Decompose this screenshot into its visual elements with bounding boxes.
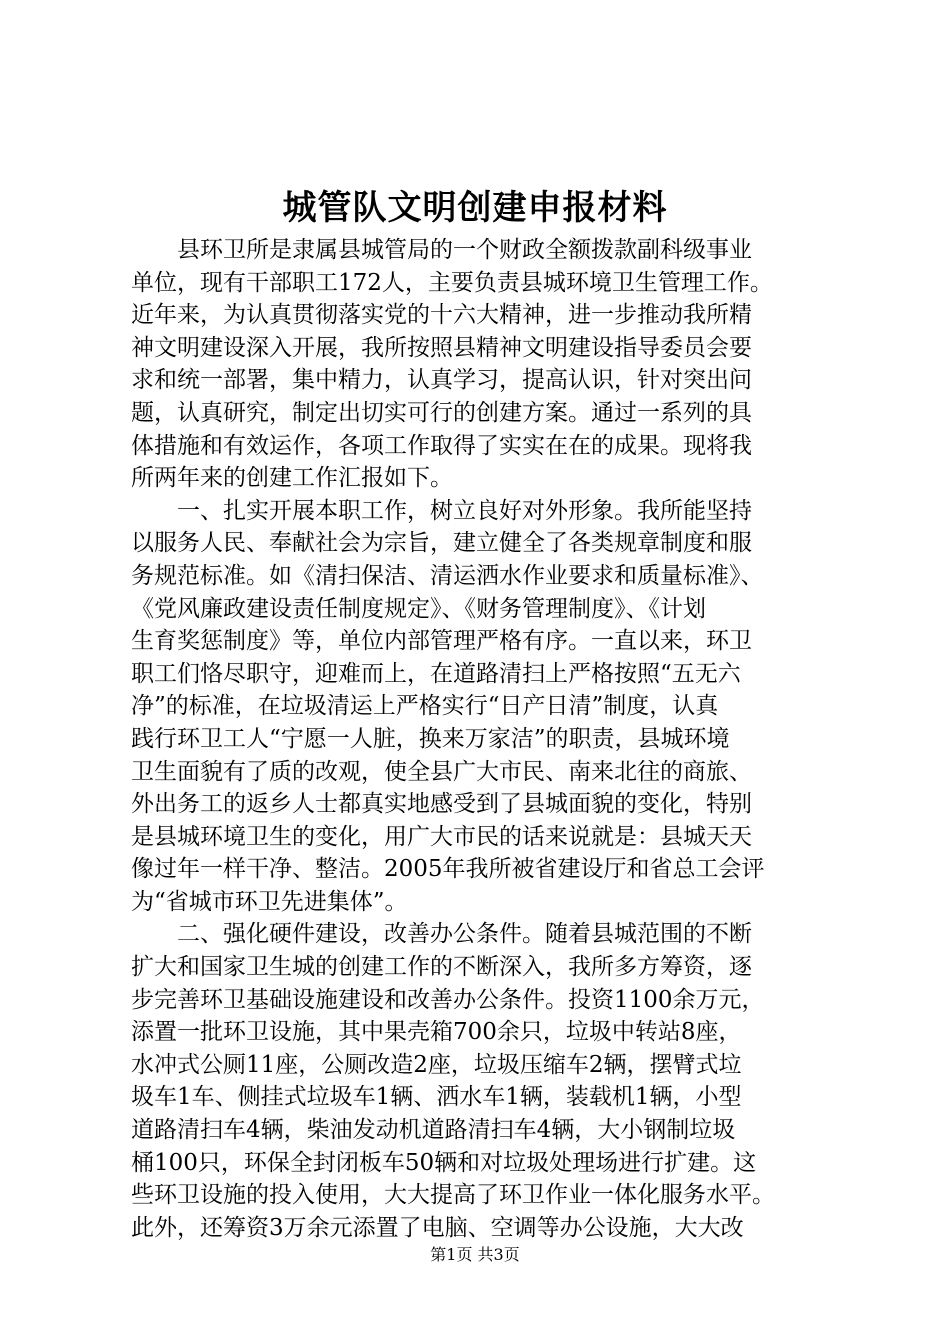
- body-line: 务规范标准。如《清扫保洁、清运洒水作业要求和质量标准》、: [131, 562, 764, 589]
- body-line: 步完善环卫基础设施建设和改善办公条件。投资1100余万元，: [131, 986, 765, 1013]
- body-line: 像过年一样干净、整洁。2005年我所被省建设厅和省总工会评: [131, 856, 765, 883]
- body-line: 职工们恪尽职守，迎难而上，在道路清扫上严格按照“五无六: [131, 660, 741, 687]
- body-line: 卫生面貌有了质的改观，使全县广大市民、南来北往的商旅、: [131, 758, 752, 785]
- body-line: 二、强化硬件建设，改善办公条件。随着县城范围的不断: [131, 921, 752, 948]
- body-line: 县环卫所是隶属县城管局的一个财政全额拨款副科级事业: [131, 237, 752, 263]
- body-line: 是县城环境卫生的变化，用广大市民的话来说就是：县城天天: [131, 823, 752, 850]
- document-title: 城管队文明创建申报材料: [282, 188, 668, 228]
- body-line: 桶100只，环保全封闭板车50辆和对垃圾处理场进行扩建。这: [131, 1149, 757, 1176]
- body-line: 生育奖惩制度》等，单位内部管理严格有序。一直以来，环卫: [131, 628, 752, 655]
- body-line: 单位，现有干部职工172人，主要负责县城环境卫生管理工作。: [131, 269, 773, 296]
- body-line: 题，认真研究，制定出切实可行的创建方案。通过一系列的具: [131, 399, 752, 426]
- body-line: 外出务工的返乡人士都真实地感受到了县城面貌的变化，特别: [131, 791, 752, 818]
- document-body: [131, 234, 851, 1244]
- body-line: 扩大和国家卫生城的创建工作的不断深入，我所多方筹资，逐: [131, 954, 752, 981]
- body-line: 以服务人民、奉献社会为宗旨，建立健全了各类规章制度和服: [131, 530, 752, 557]
- body-line: 《党风廉政建设责任制度规定》、《财务管理制度》、《计划: [131, 595, 706, 622]
- page-number-footer: 第1页 共3页: [430, 1245, 520, 1264]
- body-line: 净”的标准，在垃圾清运上严格实行“日产日清”制度，认真: [131, 693, 719, 720]
- body-line: 添置一批环卫设施，其中果壳箱700余只，垃圾中转站8座，: [131, 1019, 742, 1046]
- body-line: 求和统一部署，集中精力，认真学习，提高认识，针对突出问: [131, 367, 752, 394]
- body-line: 水冲式公厕11座，公厕改造2座，垃圾压缩车2辆，摆臂式垃: [131, 1051, 742, 1078]
- body-line: 所两年来的创建工作汇报如下。: [131, 465, 453, 492]
- body-line: 此外，还筹资3万余元添置了电脑、空调等办公设施，大大改: [131, 1214, 744, 1241]
- body-line: 些环卫设施的投入使用，大大提高了环卫作业一体化服务水平。: [131, 1182, 775, 1209]
- body-line: 近年来，为认真贯彻落实党的十六大精神，进一步推动我所精: [131, 302, 752, 329]
- body-line: 为“省城市环卫先进集体”。: [131, 888, 408, 915]
- body-line: 圾车1车、侧挂式垃圾车1辆、洒水车1辆，装载机1辆，小型: [131, 1084, 742, 1111]
- body-line: 道路清扫车4辆，柴油发动机道路清扫车4辆，大小钢制垃圾: [131, 1117, 736, 1144]
- body-line: 一、扎实开展本职工作，树立良好对外形象。我所能坚持: [131, 497, 752, 524]
- body-line: 体措施和有效运作，各项工作取得了实实在在的成果。现将我: [131, 432, 752, 459]
- body-line: 践行环卫工人“宁愿一人脏，换来万家洁”的职责，县城环境: [131, 725, 730, 752]
- body-line: 神文明建设深入开展，我所按照县精神文明建设指导委员会要: [131, 334, 752, 361]
